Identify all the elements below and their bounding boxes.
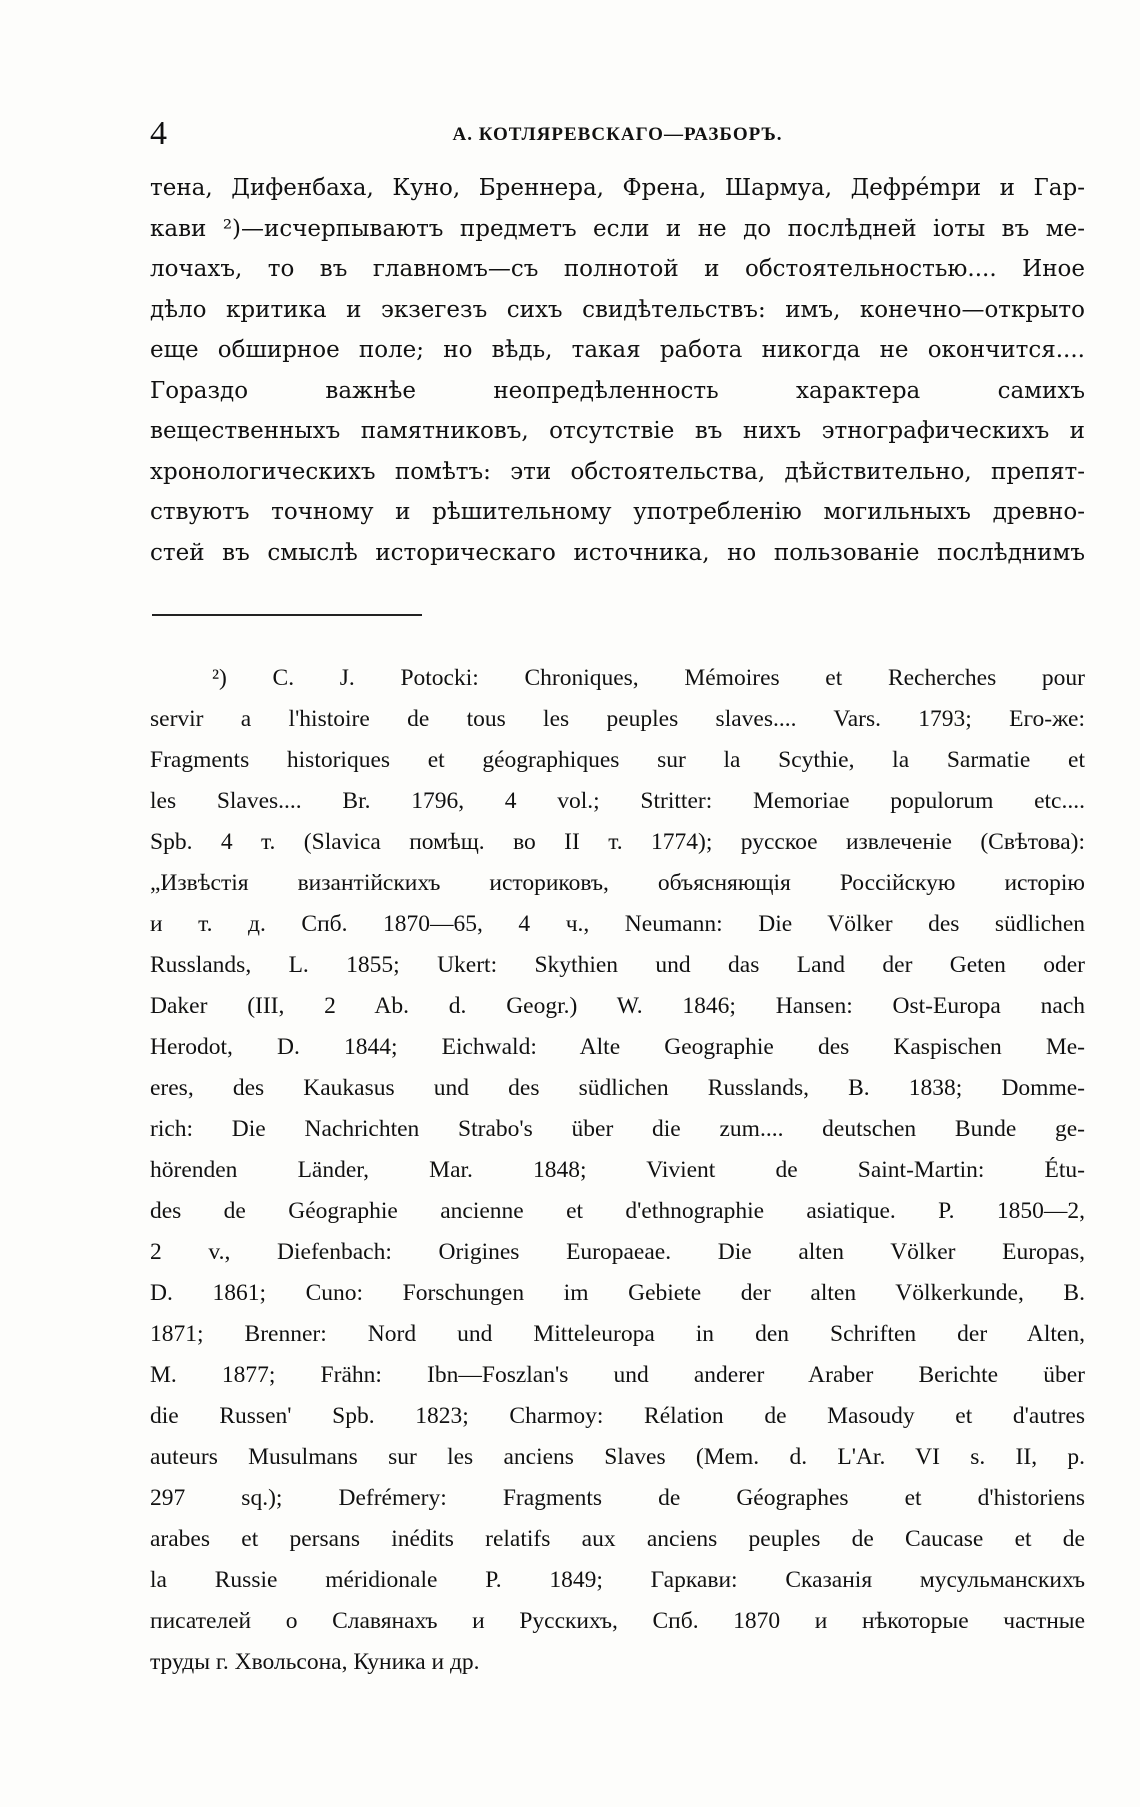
footnote-line: rich: Die Nachrichten Strabo's über die zum.... deutschen Bunde ge- bbox=[150, 1116, 1085, 1142]
body-line: хронологическихъ помѣтъ: эти обстоятельства, дѣйствительно, препят- bbox=[150, 458, 1085, 485]
body-line: тена, Дифенбаха, Куно, Бреннера, Френа, Шармуа, Дефрémри и Гар- bbox=[150, 175, 1085, 201]
footnote-line: труды г. Хвольсона, Куника и др. bbox=[150, 1649, 480, 1675]
footnote-line: die Russen' Spb. 1823; Charmoy: Rélation de Masoudy et d'autres bbox=[150, 1403, 1085, 1429]
footnote-line: 1871; Brenner: Nord und Mitteleuropa in den Schriften der Alten, bbox=[150, 1321, 1085, 1347]
footnote-line: Daker (III, 2 Ab. d. Geogr.) W. 1846; Hansen: Ost-Europa nach bbox=[150, 993, 1085, 1019]
main-text-block bbox=[150, 168, 1085, 573]
footnote-line: ²) C. J. Potocki: Chroniques, Mémoires et Recherches pour bbox=[212, 665, 1085, 691]
footnote-line: hörenden Länder, Mar. 1848; Vivient de Saint-Martin: Étu- bbox=[150, 1157, 1085, 1183]
footnote-line: Russlands, L. 1855; Ukert: Skythien und das Land der Geten oder bbox=[150, 952, 1085, 978]
footnote-line: 297 sq.); Defrémery: Fragments de Géographes et d'historiens bbox=[150, 1485, 1085, 1511]
footnote-line: la Russie méridionale P. 1849; Гаркави: Сказанія мусульманскихъ bbox=[150, 1567, 1085, 1593]
footnote-block bbox=[150, 658, 1085, 1683]
running-title: А. КОТЛЯРЕВСКАГО—РАЗБОРЪ. bbox=[452, 124, 783, 145]
footnote-line: и т. д. Спб. 1870—65, 4 ч., Neumann: Die Völker des südlichen bbox=[150, 911, 1085, 937]
body-line: ствуютъ точному и рѣшительному употребленію могильныхъ древно- bbox=[150, 499, 1085, 525]
body-line: стей въ смыслѣ историческаго источника, но пользованіе послѣднимъ bbox=[150, 539, 1085, 566]
footnote-line: M. 1877; Frähn: Ibn—Foszlan's und anderer Araber Berichte über bbox=[150, 1362, 1085, 1388]
page-number: 4 bbox=[150, 115, 167, 152]
page-header bbox=[150, 114, 1085, 154]
footnote-line: писателей о Славянахъ и Русскихъ, Спб. 1870 и нѣкоторые частные bbox=[150, 1608, 1085, 1634]
body-line: вещественныхъ памятниковъ, отсутствіе въ нихъ этнографическихъ и bbox=[150, 418, 1085, 444]
footnote-line: servir a l'histoire de tous les peuples slaves.... Vars. 1793; Его-же: bbox=[150, 706, 1085, 732]
footnote-line: eres, des Kaukasus und des südlichen Russlands, B. 1838; Domme- bbox=[150, 1075, 1085, 1101]
body-line: еще обширное поле; но вѣдь, такая работа никогда не окончится.... bbox=[150, 337, 1085, 363]
footnote-line: Herodot, D. 1844; Eichwald: Alte Geographie des Kaspischen Me- bbox=[150, 1034, 1085, 1060]
body-line: Гораздо важнѣе неопредѣленность характера самихъ bbox=[150, 377, 1085, 404]
footnote-line: des de Géographie ancienne et d'ethnographie asiatique. P. 1850—2, bbox=[150, 1198, 1085, 1224]
footnote-separator bbox=[152, 614, 422, 616]
footnote-line: D. 1861; Cuno: Forschungen im Gebiete der alten Völkerkunde, B. bbox=[150, 1280, 1085, 1306]
body-line: дѣло критика и экзегезъ сихъ свидѣтельствъ: имъ, конечно—открыто bbox=[150, 296, 1085, 323]
body-line: лочахъ, то въ главномъ—съ полнотой и обстоятельностью.... Иное bbox=[150, 256, 1085, 282]
footnote-line: 2 v., Diefenbach: Origines Europaeae. Die alten Völker Europas, bbox=[150, 1239, 1085, 1265]
footnote-line: arabes et persans inédits relatifs aux anciens peuples de Caucase et de bbox=[150, 1526, 1085, 1552]
footnote-line: Fragments historiques et géographiques sur la Scythie, la Sarmatie et bbox=[150, 747, 1085, 773]
body-line: кави ²)—исчерпываютъ предметъ если и не до послѣдней іоты въ ме- bbox=[150, 215, 1085, 242]
footnote-line: Spb. 4 т. (Slavica помѣщ. во II т. 1774); русское извлеченіе (Свѣтова): bbox=[150, 829, 1085, 855]
footnote-line: „Извѣстія византійскихъ историковъ, объясняющія Россійскую исторію bbox=[150, 870, 1085, 896]
footnote-line: les Slaves.... Br. 1796, 4 vol.; Stritter: Memoriae populorum etc.... bbox=[150, 788, 1085, 814]
footnote-line: auteurs Musulmans sur les anciens Slaves (Mem. d. L'Ar. VI s. II, p. bbox=[150, 1444, 1085, 1470]
